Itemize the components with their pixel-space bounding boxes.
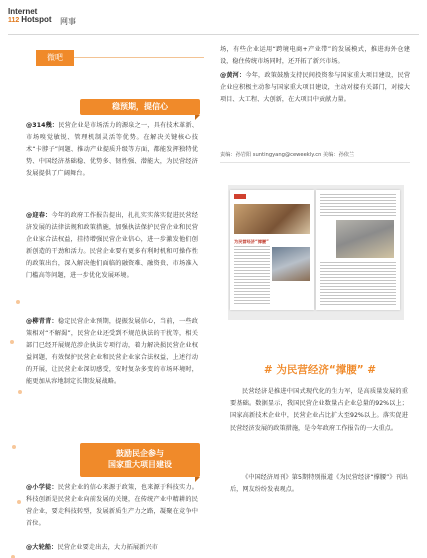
section-tag: 微吧	[36, 50, 74, 66]
topic-hashtag: # 为民营经济“撑腰” #	[263, 364, 377, 376]
editor-divider	[220, 162, 410, 163]
comment-author: @黄河：	[220, 72, 246, 79]
magazine-photo	[234, 204, 310, 234]
continued-comment: 场，有些企业运用“跨境电商+产业带”的发展模式，推进海外仓建设，稳住传统市场同时，还开拓了新兴市场。	[220, 46, 410, 65]
comment-2	[26, 210, 198, 282]
magazine-text-lines	[320, 194, 396, 218]
intro-paragraph-1: 民营经济是推进中国式现代化的生力军，是高质量发展的重要基础。数据显示，我国民营企业数量占企业总量的92%以上；国家高新技术企业中，民营企业占比扩大至92%以上。落实促进民营经济发展的政策措施，是今年政府工作报告的一大重点。	[230, 388, 408, 432]
comment-author: @小学徒：	[26, 484, 58, 491]
magazine-badge	[234, 194, 246, 199]
comment-author: @314幾：	[26, 122, 59, 129]
comment-1	[26, 120, 198, 180]
dot	[12, 445, 16, 449]
comment-3	[26, 316, 198, 388]
brand-line2: Hotspot	[21, 15, 52, 24]
magazine-text-lines	[234, 246, 270, 306]
dot	[18, 390, 22, 394]
magazine-photo	[272, 247, 310, 281]
decorative-dots	[8, 170, 28, 558]
editor-credit: 责编：孙岩阳 suntingyang@ceweekly.cn 美编：孙依兰	[220, 152, 355, 158]
comment-text: 今年，政策鼓励支持民间投资参与国家重大项目建设，民营企业应积极主动参与国家重大项目建设，主动对接有关部门，对接大项目、大工程、大创新，在大项目中贡献力量。	[220, 72, 411, 103]
comment-huanghe	[220, 70, 410, 106]
comment-author: @柳青青：	[26, 318, 58, 325]
comment-text: 今年的政府工作报告提出，扎扎实实落实促进民营经济发展的法律法规和政策措施，加强执法保护民营企业和民营企业家合法权益，挂持增强民营企业信心，进一步激发他们创新创造的干劲和活力。民营企业要有更多有利时机和可操作性的政策出台，深入解决他们面临的融资难、融资贵、市场准入门槛高等问题，进一步优化发展环境。	[26, 212, 198, 279]
magazine-title: 为民营经济“撑腰”	[234, 239, 269, 244]
page-number: 112	[8, 17, 20, 24]
header-divider	[8, 34, 419, 35]
banner-major-projects	[80, 443, 200, 477]
left-column	[0, 40, 206, 558]
page-header	[0, 0, 427, 36]
magazine-text-lines	[320, 262, 396, 307]
tag-rule	[74, 57, 204, 58]
brand	[8, 8, 52, 25]
magazine-photo	[336, 220, 394, 258]
dot	[17, 500, 21, 504]
banner-stabilize-expectations: 稳预期，提信心	[80, 99, 200, 115]
comment-text: 民营企业的信心来源于政策，也来源于科技实力。科技创新是民营企业向前发展的关键，在传统产业中精耕的民营企业，要走科技转型，发展新质生产力之路，凝聚在竞争中首位。	[26, 484, 199, 527]
comment-author: @迎春：	[26, 212, 52, 219]
dot	[10, 340, 14, 344]
banner-line2: 国家重大项目建设	[108, 460, 172, 469]
intro-paragraph-2: 《中国经济周刊》第5期特别报道《为民营经济“撑腰”》刊出后，网友纷纷发表观点。	[230, 474, 408, 494]
comment-author: @大轮船：	[26, 544, 58, 551]
brand-line2-group	[8, 16, 52, 25]
comment-text: 民营企业要走出去，大力拓展新兴市	[57, 544, 159, 551]
brand-line1: Internet	[8, 7, 38, 16]
dot	[16, 300, 20, 304]
comment-text: 民营企业是市场活力的源泉之一，具有技术革新、市场嗅觉敏锐、管理机制灵活等优势。在解决关键核心技术“卡脖子”问题、推动产业提质升级等方面，都能发挥独特优势、中国经济基础稳、优势多、韧性强、潜能大，为民营经济发展提供了广阔舞台。	[26, 122, 198, 177]
comment-4	[26, 482, 198, 530]
right-column	[216, 40, 427, 558]
comment-text: 稳定民营企业预期，提振发展信心，当前，一些政策相对“不解渴”，民营企业还受到不规范执法的干扰等，相关部门已经开展规范涉企执法专项行动，着力解决损民营企业权益问题，有效保护民营企业和民营企业家合法权益，上述行动的开展，让民营企业深切感受，安时复杂多变的市场环境时，能更加从容地制定长期发展战略。	[26, 318, 199, 385]
section-title: 网事	[60, 17, 76, 26]
banner-line1: 鼓励民企参与	[116, 449, 164, 458]
comment-5	[26, 542, 198, 554]
